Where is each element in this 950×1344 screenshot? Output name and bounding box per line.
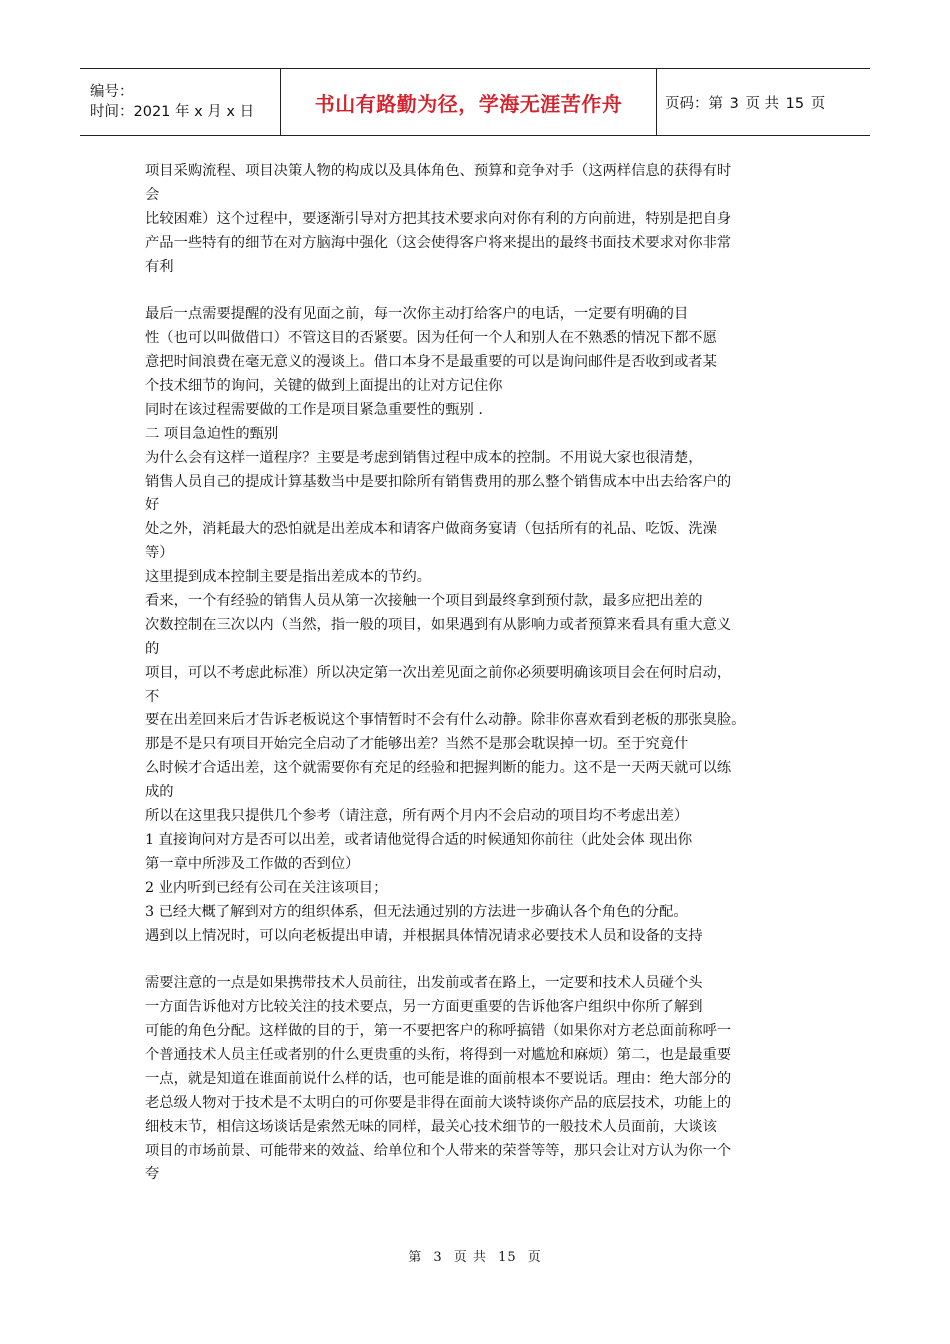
page-current: 3 (729, 95, 739, 112)
footer-current-page: 3 (433, 1250, 443, 1265)
body-line: 意把时间浪费在毫无意义的漫谈上。借口本身不是最重要的可以是询问邮件是否收到或者某 (145, 354, 717, 371)
body-line: 一点，就是知道在谁面前说什么样的话，也可能是谁的面前根本不要说话。理由：绝大部分的 (145, 1070, 732, 1087)
document-number-label: 编号： (90, 84, 134, 100)
body-line: 性（也可以叫做借口）不管这目的否紧要。因为任何一个人和别人在不熟悉的情况下都不愿 (145, 330, 717, 347)
body-line: 要在出差回来后才告诉老板说这个事情暂时不会有什么动静。除非你喜欢看到老板的那张臭脸。 (145, 712, 746, 729)
body-line: 个技术细节的询问，关键的做到上面提出的让对方记住你 (145, 378, 503, 395)
body-line: 次数控制在三次以内（当然，指一般的项目，如果遇到有从影响力或者预算来看具有重大意义 (145, 616, 732, 633)
page-header (80, 68, 870, 136)
body-line (145, 279, 805, 303)
body-line (145, 948, 805, 972)
header-motto: 书山有路勤为径，学海无涯苦作舟 (314, 91, 623, 116)
header-page-cell (657, 69, 870, 135)
body-line: 为什么会有这样一道程序？主要是考虑到销售过程中成本的控制。不用说大家也很清楚， (145, 449, 703, 466)
body-line: 需要注意的一点是如果携带技术人员前往，出发前或者在路上，一定要和技术人员碰个头 (145, 975, 703, 992)
page-total: 15 (785, 95, 805, 112)
page-end: 页 (810, 95, 826, 112)
body-line: 一方面告诉他对方比较关注的技术要点，另一方面更重要的告诉他客户组织中你所了解到 (145, 999, 703, 1016)
body-line: 有利 (145, 258, 174, 275)
body-line: 细枝末节，相信这场谈话是索然无味的同样，最关心技术细节的一般技术人员面前，大谈该 (145, 1118, 717, 1135)
header-meta-cell (80, 69, 281, 135)
page-footer (0, 1246, 950, 1265)
body-line: 二 项目急迫性的甄别 (145, 425, 279, 442)
body-line: 遇到以上情况时，可以向老板提出申请，并根据具体情况请求必要技术人员和设备的支持 (145, 927, 703, 944)
body-line: 项目，可以不考虑此标准）所以决定第一次出差见面之前你必须要明确该项目会在何时启动， (145, 664, 732, 681)
body-line: 老总级人物对于技术是不太明白的可你要是非得在面前大谈特谈你产品的底层技术，功能上的 (145, 1094, 732, 1111)
footer-total-pages: 15 (498, 1250, 517, 1265)
body-line: 可能的角色分配。这样做的目的于，第一不要把客户的称呼搞错（如果你对方老总面前称呼一 (145, 1023, 732, 1040)
body-line: 等） (145, 545, 174, 562)
body-line: 会 (145, 186, 160, 203)
body-line: 好 (145, 497, 160, 514)
body-line: 不 (145, 688, 160, 705)
body-line: 看来，一个有经验的销售人员从第一次接触一个项目到最终拿到预付款，最多应把出差的 (145, 593, 703, 610)
body-line: 那是不是只有项目开始完全启动了才能够出差？当然不是那会耽误掉一切。至于究竟什 (145, 736, 689, 753)
footer-mid: 页 共 (453, 1250, 487, 1265)
document-date: 时间：2021 年 x 月 x 日 (90, 104, 255, 120)
body-line: 最后一点需要提醒的没有见面之前，每一次你主动打给客户的电话，一定要有明确的目 (145, 306, 689, 323)
body-line: 夸 (145, 1166, 160, 1183)
body-line: 处之外，消耗最大的恐怕就是出差成本和请客户做商务宴请（包括所有的礼品、吃饭、洗澡 (145, 521, 717, 538)
page-label: 页码：第 (665, 95, 723, 112)
body-line: 销售人员自己的提成计算基数当中是要扣除所有销售费用的那么整个销售成本中出去给客户的 (145, 473, 732, 490)
body-line: 所以在这里我只提供几个参考（请注意，所有两个月内不会启动的项目均不考虑出差） (145, 808, 689, 825)
body-line: 项目的市场前景、可能带来的效益、给单位和个人带来的荣誉等等，那只会让对方认为你一个 (145, 1142, 732, 1159)
body-line: 么时候才合适出差，这个就需要你有充足的经验和把握判断的能力。这不是一天两天就可以练 (145, 760, 732, 777)
body-line: 个普通技术人员主任或者别的什么更贵重的头衔，将得到一对尴尬和麻烦）第二，也是最重要 (145, 1046, 732, 1063)
footer-prefix: 第 (408, 1250, 423, 1265)
body-line: 的 (145, 640, 160, 657)
document-body (145, 160, 805, 1187)
page-mid: 页 共 (745, 95, 780, 112)
header-page-number (665, 92, 870, 113)
body-line: 1 直接询问对方是否可以出差，或者请他觉得合适的时候通知你前往（此处会体 现出你 (145, 831, 693, 848)
header-motto-cell (281, 69, 657, 135)
body-line: 这里提到成本控制主要是指出差成本的节约。 (145, 569, 431, 586)
body-line: 成的 (145, 784, 174, 801)
footer-suffix: 页 (527, 1250, 542, 1265)
body-line: 比较困难）这个过程中，要逐渐引导对方把其技术要求向对你有利的方向前进，特别是把自身 (145, 210, 732, 227)
body-line: 第一章中所涉及工作做的否到位） (145, 855, 360, 872)
body-line: 3 已经大概了解到对方的组织体系，但无法通过别的方法进一步确认各个角色的分配。 (145, 903, 688, 920)
body-line: 项目采购流程、项目决策人物的构成以及具体角色、预算和竞争对手（这两样信息的获得有时 (145, 163, 732, 179)
body-line: 产品一些特有的细节在对方脑海中强化（这会使得客户将来提出的最终书面技术要求对你非常 (145, 234, 732, 251)
body-line: 2 业内听到已经有公司在关注该项目； (145, 879, 388, 896)
body-line: 同时在该过程需要做的工作是项目紧急重要性的甄别 . (145, 401, 483, 418)
